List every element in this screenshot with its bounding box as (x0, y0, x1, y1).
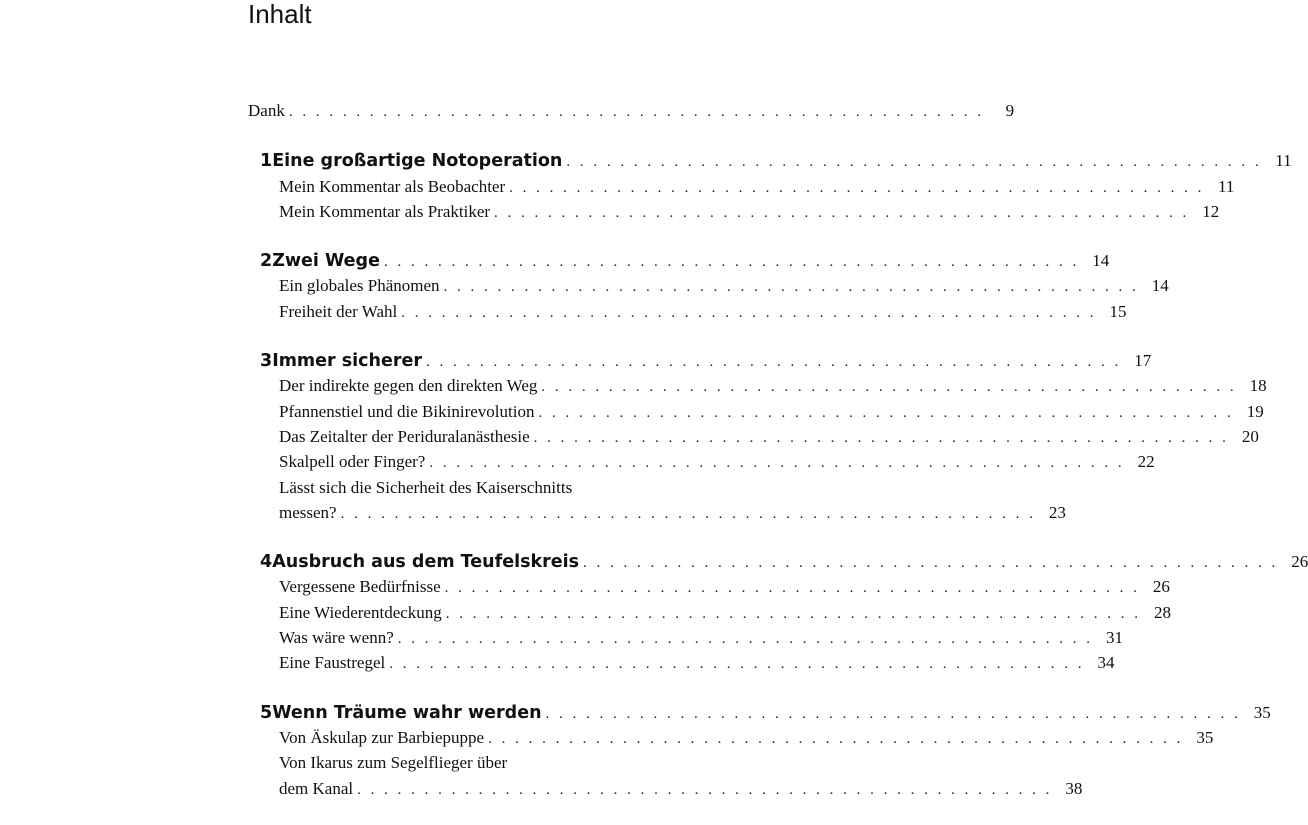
chapter-title: Zwei Wege (272, 251, 380, 272)
page-title: Inhalt (248, 0, 312, 29)
chapter-group (248, 248, 1169, 324)
chapter-group (248, 549, 1308, 675)
toc-section-entry[interactable] (248, 475, 750, 500)
toc-page-number: 15 (1109, 301, 1127, 321)
chapter-number: 4 (260, 552, 273, 573)
chapter-number: 2 (260, 251, 273, 272)
toc-section-entry[interactable] (248, 650, 1115, 675)
dot-leader: . . . . . . . . . . . . . . . . . . . . . . . . . . . . . . . . . . . . . . . . . . . . . . . . . . . . (545, 705, 1241, 722)
toc-page-number: 34 (1097, 653, 1115, 673)
toc-page-number: 26 (1291, 552, 1308, 572)
toc-section-entry[interactable] (248, 424, 1259, 449)
toc-chapter-heading[interactable] (248, 148, 1292, 173)
toc-section-entry[interactable] (248, 725, 1214, 750)
toc-page-number: 35 (1253, 702, 1271, 722)
toc-page-number: 14 (1151, 276, 1169, 296)
toc-page-number: 31 (1106, 628, 1123, 648)
dot-leader: . . . . . . . . . . . . . . . . . . . . . . . . . . . . . . . . . . . . . . . . . . . . . . . . . . . . (444, 580, 1140, 597)
toc-page-number: 18 (1249, 376, 1267, 396)
toc-section-entry[interactable] (248, 273, 1169, 298)
toc-section-entry[interactable] (248, 373, 1267, 398)
toc-section-entry[interactable] (248, 174, 1235, 199)
dot-leader: . . . . . . . . . . . . . . . . . . . . . . . . . . . . . . . . . . . . . . . . . . . . . . . . . . . . (488, 730, 1184, 747)
table-of-contents (248, 98, 1308, 825)
dot-leader: . . . . . . . . . . . . . . . . . . . . . . . . . . . . . . . . . . . . . . . . . . . . . . . . . . . . (401, 304, 1097, 321)
toc-page-number: 38 (1065, 778, 1083, 798)
dot-leader: . . . . . . . . . . . . . . . . . . . . . . . . . . . . . . . . . . . . . . . . . . . . . . . . . . . . (340, 505, 1036, 522)
toc-section-entry[interactable] (248, 399, 1264, 424)
toc-section-label: Das Zeitalter der Periduralanästhesie (279, 426, 530, 446)
toc-entry-dank[interactable] (248, 98, 1015, 123)
dot-leader: . . . . . . . . . . . . . . . . . . . . . . . . . . . . . . . . . . . . . . . . . . . . . . . . . . . . (494, 204, 1190, 221)
toc-chapter-heading[interactable] (248, 248, 1110, 273)
toc-section-label: messen? (279, 502, 337, 522)
dot-leader: . . . . . . . . . . . . . . . . . . . . . . . . . . . . . . . . . . . . . . . . . . . . . . . . . . . . (445, 605, 1142, 622)
toc-section-label: Von Ikarus zum Segelflieger über (279, 753, 508, 773)
toc-page-number: 35 (1196, 727, 1214, 747)
dot-leader: . . . . . . . . . . . . . . . . . . . . . . . . . . . . . . . . . . . . . . . . . . . . . . . . . . . . (429, 455, 1125, 472)
toc-chapter-heading[interactable] (248, 549, 1308, 574)
chapter-title: Eine großartige Notoperation (272, 151, 563, 172)
dot-leader: . . . . . . . . . . . . . . . . . . . . . . . . . . . . . . . . . . . . . . . . . . . . . . . . . . . . (397, 631, 1093, 648)
dot-leader: . . . . . . . . . . . . . . . . . . . . . . . . . . . . . . . . . . . . . . . . . . . . . . . . . . . . (509, 179, 1205, 196)
toc-page-number: 23 (1048, 502, 1066, 522)
toc-section-entry[interactable] (248, 750, 750, 775)
toc-page-number: 9 (1005, 101, 1015, 120)
toc-section-label: Vergessene Bedürfnisse (279, 577, 441, 597)
toc-section-label: Mein Kommentar als Praktiker (279, 201, 491, 221)
dot-leader: . . . . . . . . . . . . . . . . . . . . . . . . . . . . . . . . . . . . . . . . . . . . . . . . . . . . (383, 254, 1080, 271)
chapter-title: Ausbruch aus dem Teufelskreis (272, 552, 580, 573)
dot-leader: . . . . . . . . . . . . . . . . . . . . . . . . . . . . . . . . . . . . . . . . . . . . . . . . . . . . (583, 555, 1279, 572)
toc-chapter-heading[interactable] (248, 348, 1152, 373)
dot-leader: . . . . . . . . . . . . . . . . . . . . . . . . . . . . . . . . . . . . . . . . . . . . . . . . . . . . (357, 781, 1053, 798)
dot-leader: . . . . . . . . . . . . . . . . . . . . . . . . . . . . . . . . . . . . . . . . . . . . . . . . . . . . (443, 279, 1139, 296)
toc-chapter-heading[interactable] (248, 700, 1271, 725)
toc-section-label: Ein globales Phänomen (279, 276, 440, 296)
chapter-group (248, 348, 1267, 525)
toc-section-entry[interactable] (248, 600, 1172, 625)
chapter-number: 5 (260, 702, 273, 723)
toc-page-number: 26 (1152, 577, 1170, 597)
toc-section-entry[interactable] (248, 299, 1127, 324)
dot-leader: . . . . . . . . . . . . . . . . . . . . . . . . . . . . . . . . . . . . . . . . . . . . . . . . . . . . (566, 154, 1262, 171)
toc-section-label: Mein Kommentar als Beobachter (279, 176, 506, 196)
chapter-number: 3 (260, 351, 273, 372)
toc-section-entry-continuation[interactable] (248, 500, 1066, 525)
toc-section-label: Was wäre wenn? (279, 628, 394, 648)
chapter-title: Immer sicherer (272, 351, 423, 372)
toc-section-label: Lässt sich die Sicherheit des Kaiserschnitts (279, 477, 573, 497)
toc-section-entry[interactable] (248, 199, 1220, 224)
toc-section-label: Eine Faustregel (279, 653, 386, 673)
dot-leader: . . . . . . . . . . . . . . . . . . . . . . . . . . . . . . . . . . . . . . . . . . . . . . . . . . . . (389, 656, 1085, 673)
toc-page-number: 22 (1137, 452, 1155, 472)
toc-section-label: Der indirekte gegen den direkten Weg (279, 376, 538, 396)
toc-section-label: Freiheit der Wahl (279, 301, 398, 321)
toc-page-number: 20 (1241, 426, 1259, 446)
chapter-group (248, 700, 1271, 801)
toc-section-entry[interactable] (248, 625, 1123, 650)
toc-section-label: Von Äskulap zur Barbiepuppe (279, 727, 485, 747)
dot-leader: . . . . . . . . . . . . . . . . . . . . . . . . . . . . . . . . . . . . . . . . . . . . . . . . . . . . (533, 429, 1229, 446)
chapter-title: Wenn Träume wahr werden (272, 702, 542, 723)
dot-leader: . . . . . . . . . . . . . . . . . . . . . . . . . . . . . . . . . . . . . . . . . . . . . . . . . . . . (538, 404, 1234, 421)
toc-page-number: 14 (1092, 251, 1110, 271)
toc-section-entry-continuation[interactable] (248, 776, 1083, 801)
chapter-group (248, 148, 1292, 224)
toc-page-number: 12 (1202, 201, 1220, 221)
toc-section-label: Skalpell oder Finger? (279, 452, 426, 472)
toc-page-number: 19 (1246, 401, 1264, 421)
toc-page-number: 17 (1134, 351, 1152, 371)
toc-section-entry[interactable] (248, 449, 1155, 474)
chapter-number: 1 (260, 151, 273, 172)
dot-leader: . . . . . . . . . . . . . . . . . . . . . . . . . . . . . . . . . . . . . . . . . . . . . . . . . . . . (288, 104, 985, 120)
dot-leader: . . . . . . . . . . . . . . . . . . . . . . . . . . . . . . . . . . . . . . . . . . . . . . . . . . . . (426, 354, 1122, 371)
toc-page-number: 11 (1275, 151, 1292, 171)
toc-section-label: dem Kanal (279, 778, 354, 798)
toc-page-number: 28 (1154, 602, 1172, 622)
chapter-list (248, 148, 1308, 801)
toc-entry-label: Dank (248, 101, 285, 120)
dot-leader: . . . . . . . . . . . . . . . . . . . . . . . . . . . . . . . . . . . . . . . . . . . . . . . . . . . . (541, 379, 1237, 396)
toc-section-label: Eine Wiederentdeckung (279, 602, 442, 622)
toc-page-number: 11 (1218, 176, 1235, 196)
toc-section-entry[interactable] (248, 574, 1170, 599)
toc-section-label: Pfannenstiel und die Bikinirevolution (279, 401, 535, 421)
